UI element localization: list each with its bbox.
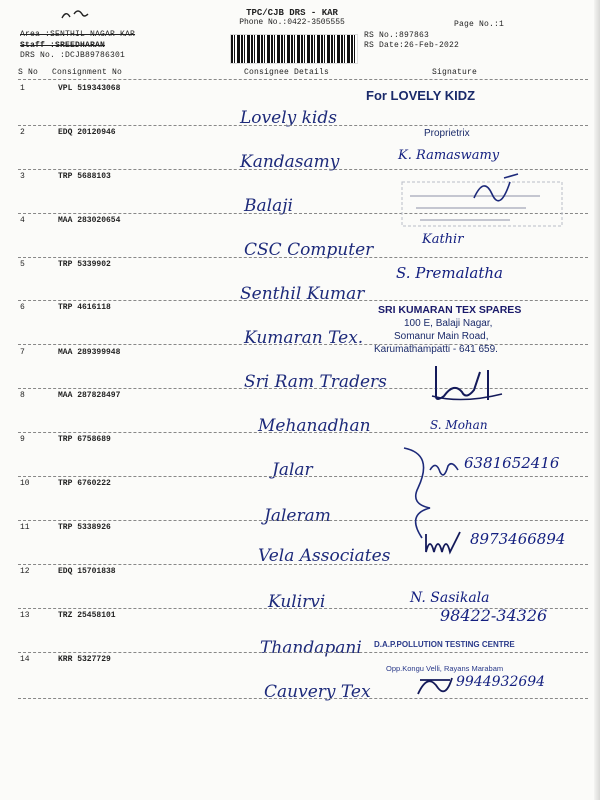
- row-sno: 12: [20, 567, 30, 576]
- row-consignee: Thandapani: [260, 638, 362, 658]
- row-consignment: TRP 5339902: [58, 260, 111, 269]
- row-sno: 11: [20, 523, 30, 532]
- header-center: [222, 8, 362, 27]
- row-consignee: Vela Associates: [258, 546, 391, 566]
- row-consignee: Kulirvi: [268, 592, 326, 612]
- row-consignment: MAA 287828497: [58, 391, 121, 400]
- signature-row8: S. Mohan: [430, 418, 488, 432]
- row-consignment: EDQ 15701838: [58, 567, 116, 576]
- row-consignment: TRP 6760222: [58, 479, 111, 488]
- row-sno: 14: [20, 655, 30, 664]
- rs-number: RS No.:897863: [364, 31, 430, 40]
- row-consignee: Lovely kids: [240, 108, 337, 128]
- row-consignment: TRP 6758689: [58, 435, 111, 444]
- row-consignee: Mehanadhan: [258, 416, 371, 436]
- dap-stamp-addr: Opp.Kongu Velli, Rayans Marabam: [386, 664, 504, 673]
- signature-row7-icon: [428, 360, 508, 408]
- row-divider: [18, 432, 588, 433]
- drs-no: DRS No. :DCJB89786301: [20, 51, 126, 60]
- signature-row14-phone: 9944932694: [456, 674, 546, 690]
- row-sno: 2: [20, 128, 25, 137]
- row-divider: [18, 476, 588, 477]
- row-divider: [18, 564, 588, 565]
- row-divider: [18, 698, 588, 699]
- col-consignee: Consignee Details: [244, 68, 330, 77]
- row-consignee: Cauvery Tex: [264, 682, 371, 702]
- header-title: TPC/CJB DRS - KAR: [246, 8, 338, 18]
- signature-row12-name: N. Sasikala: [410, 590, 490, 606]
- page-edge: [594, 0, 600, 800]
- row-consignee: Jalar: [272, 460, 313, 480]
- row-divider: [18, 344, 588, 345]
- signature-row14-icon: [414, 670, 458, 704]
- header-divider: [18, 79, 588, 80]
- top-scribble-icon: [60, 4, 100, 30]
- row-sno: 1: [20, 84, 25, 93]
- row-consignee: Sri Ram Traders: [244, 372, 387, 392]
- row-consignment: TRP 4616118: [58, 303, 111, 312]
- signature-row4: Kathir: [422, 232, 464, 247]
- signature-row9-phone: 6381652416: [464, 454, 560, 472]
- row-consignment: MAA 283020654: [58, 216, 121, 225]
- header-phone: Phone No.:0422-3505555: [239, 18, 345, 27]
- col-sno: S No: [18, 68, 39, 77]
- signature-row11-icon: [424, 528, 468, 562]
- row-divider: [18, 520, 588, 521]
- kumaran-stamp-addr1: 100 E, Balaji Nagar,: [404, 318, 493, 329]
- row-consignee: Kumaran Tex.: [244, 328, 364, 348]
- row-consignment: TRP 5338926: [58, 523, 111, 532]
- row-sno: 7: [20, 348, 25, 357]
- row-consignee: Kandasamy: [240, 152, 340, 172]
- row-sno: 5: [20, 260, 25, 269]
- kumaran-stamp-addr2: Somanur Main Road,: [394, 331, 489, 342]
- signature-row11-phone: 8973466894: [470, 530, 566, 548]
- col-consignment: Consignment No: [52, 68, 123, 77]
- proprietrix-stamp: Proprietrix: [424, 128, 470, 139]
- row-consignment: TRP 5688103: [58, 172, 111, 181]
- row-consignee: Jaleram: [264, 506, 331, 526]
- kumaran-stamp-name: SRI KUMARAN TEX SPARES: [378, 304, 522, 316]
- row-consignment: VPL 519343068: [58, 84, 121, 93]
- lovely-kidz-stamp: For LOVELY KIDZ: [366, 88, 476, 103]
- row-consignment: KRR 5327729: [58, 655, 111, 664]
- signature-row12-phone: 98422-34326: [440, 606, 548, 625]
- row-sno: 4: [20, 216, 25, 225]
- row-consignee: Senthil Kumar: [240, 284, 365, 304]
- row-sno: 9: [20, 435, 25, 444]
- row-sno: 8: [20, 391, 25, 400]
- kumaran-stamp-addr3: Karumathampatti - 641 659.: [374, 344, 498, 355]
- staff-line: Staff :SREEDHARAN: [20, 41, 106, 50]
- row-consignment: TRZ 25458101: [58, 611, 116, 620]
- row-sno: 6: [20, 303, 25, 312]
- signature-row5: S. Premalatha: [396, 264, 503, 282]
- dap-stamp-name: D.A.P.POLLUTION TESTING CENTRE: [374, 640, 515, 649]
- page-number: Page No.:1: [454, 20, 505, 29]
- signature-row9-icon: [428, 456, 464, 482]
- rs-date: RS Date:26-Feb-2022: [364, 41, 460, 50]
- row-divider: [18, 300, 588, 301]
- row-divider: [18, 125, 588, 126]
- signature-row3-icon: [470, 170, 530, 210]
- row-consignment: MAA 289399948: [58, 348, 121, 357]
- area-line: Area :SENTHIL NAGAR KAR: [20, 30, 136, 39]
- row-divider: [18, 257, 588, 258]
- signature-row2: K. Ramaswamy: [398, 148, 500, 163]
- row-sno: 3: [20, 172, 25, 181]
- col-signature: Signature: [432, 68, 478, 77]
- row-sno: 13: [20, 611, 30, 620]
- row-consignment: EDQ 20120946: [58, 128, 116, 137]
- row-sno: 10: [20, 479, 30, 488]
- barcode: [230, 34, 358, 64]
- row-consignee: Balaji: [244, 196, 293, 216]
- row-divider: [18, 652, 588, 653]
- row-consignee: CSC Computer: [244, 240, 374, 260]
